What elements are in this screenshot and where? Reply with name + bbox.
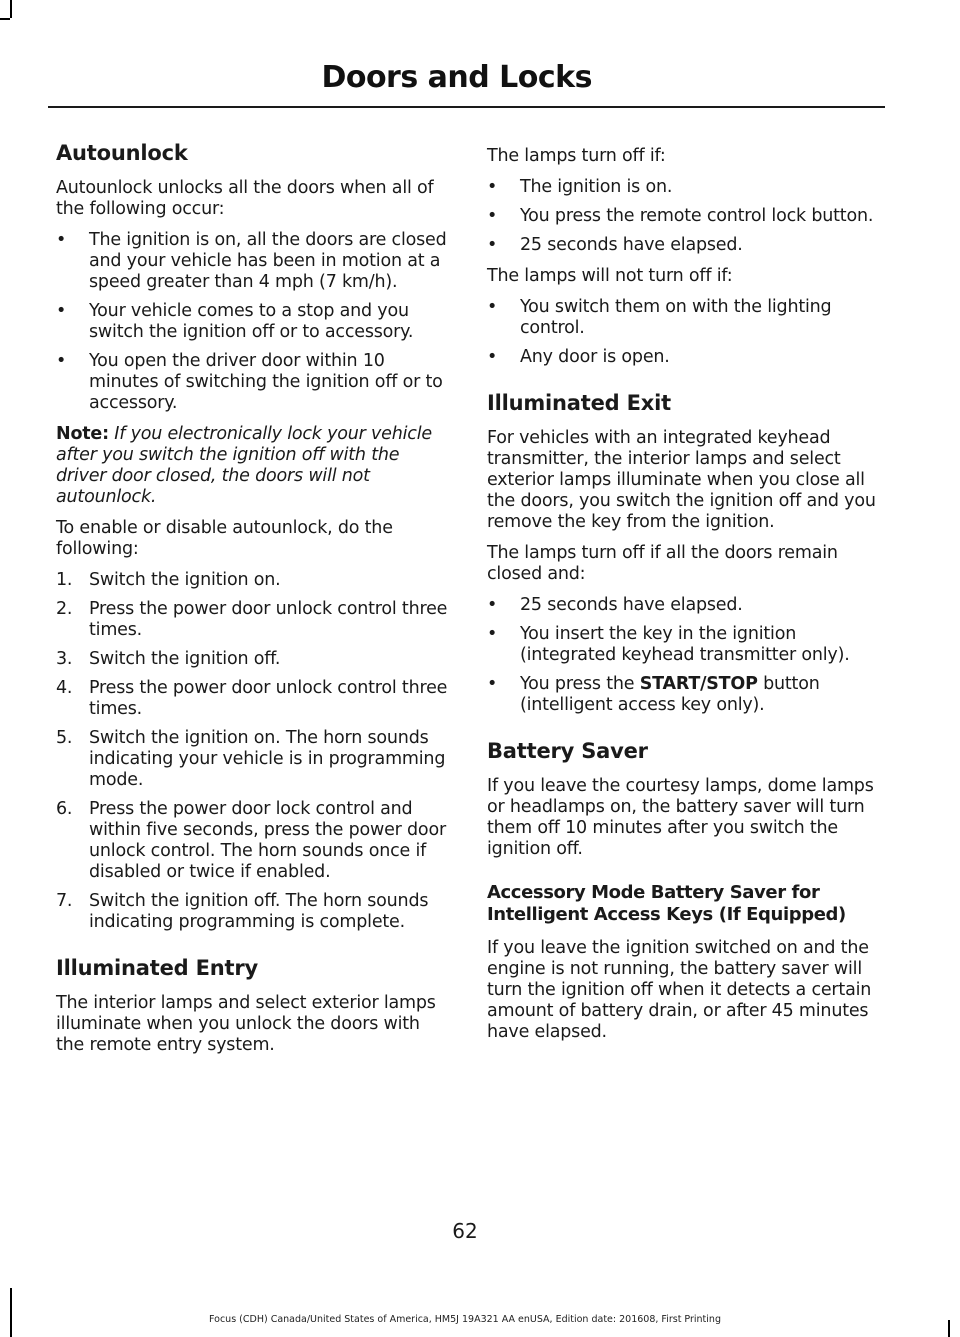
bullet-icon: • [487, 624, 498, 644]
list-item: • Your vehicle comes to a stop and you switch the ignition off or to accessory. [56, 301, 414, 342]
illuminated-entry-heading: Illuminated Entry [56, 956, 258, 980]
list-item: 3. Switch the ignition off. [56, 649, 281, 669]
footer-edition-info: Focus (CDH) Canada/United States of America, HM5J 19A321 AA enUSA, Edition date: 201608, First Printing [209, 1314, 721, 1325]
autounlock-conditions-list [56, 230, 451, 414]
note-text: If you electronically lock your vehicle after you switch the ignition off with the driver door closed, the doors will not autounlock. [56, 424, 432, 507]
bullet-icon: • [487, 347, 498, 367]
list-item: • The ignition is on. [487, 177, 673, 197]
list-item: • You press the remote control lock button. [487, 206, 874, 226]
illuminated-exit-closed-intro: The lamps turn off if all the doors remain closed and: [487, 543, 838, 584]
illuminated-entry-text: The interior lamps and select exterior lamps illuminate when you unlock the doors with the remote entry system. [56, 993, 436, 1055]
accessory-mode-text: If you leave the ignition switched on and the engine is not running, the battery saver will turn the ignition off when it detects a certain amount of battery drain, or after 45 minutes have elapsed. [487, 938, 872, 1042]
list-item: • Any door is open. [487, 347, 670, 367]
battery-saver-text: If you leave the courtesy lamps, dome lamps or headlamps on, the battery saver will turn them off 10 minutes after you switch the ignition off. [487, 776, 874, 859]
step-number: 5. [56, 728, 73, 748]
autounlock-heading: Autounlock [56, 141, 188, 165]
enable-intro: To enable or disable autounlock, do the following: [56, 518, 393, 559]
lamps-not-off-list [487, 297, 882, 368]
list-item: 7. Switch the ignition off. The horn sounds indicating programming is complete. [56, 891, 429, 932]
header-divider [48, 106, 885, 108]
step-number: 1. [56, 570, 73, 590]
step-number: 4. [56, 678, 73, 698]
crop-mark [0, 18, 10, 20]
battery-saver-heading: Battery Saver [487, 739, 648, 763]
bullet-icon: • [487, 297, 498, 317]
bullet-icon: • [56, 301, 67, 321]
bullet-icon: • [487, 235, 498, 255]
list-item: • The ignition is on, all the doors are closed and your vehicle has been in motion at a speed greater than 4 mph (7 km/h). [56, 230, 447, 292]
bullet-icon: • [487, 177, 498, 197]
lamps-off-list [487, 177, 882, 256]
illuminated-exit-list [487, 595, 882, 716]
left-column [56, 140, 451, 1066]
right-column [487, 146, 882, 1053]
list-item: 1. Switch the ignition on. [56, 570, 281, 590]
bullet-icon: • [56, 351, 67, 371]
list-item: • You open the driver door within 10 minutes of switching the ignition off or to accessory. [56, 351, 443, 413]
step-number: 6. [56, 799, 73, 819]
illuminated-exit-text: For vehicles with an integrated keyhead transmitter, the interior lamps and select exterior lamps illuminate when you close all the doors, you switch the ignition off and you remove the key from the ignition. [487, 428, 876, 532]
bullet-icon: • [56, 230, 67, 250]
lamps-not-off-intro: The lamps will not turn off if: [487, 266, 733, 286]
accessory-mode-heading: Accessory Mode Battery Saver for Intelligent Access Keys (If Equipped) [487, 882, 846, 925]
start-stop-label: START/STOP [639, 674, 758, 694]
autounlock-intro: Autounlock unlocks all the doors when all of the following occur: [56, 178, 434, 219]
list-item: • 25 seconds have elapsed. [487, 235, 743, 255]
lamps-off-intro: The lamps turn off if: [487, 146, 666, 166]
page-number: 62 [452, 1219, 478, 1243]
list-item: • You press the START/STOP button (intelligent access key only). [487, 674, 820, 715]
step-number: 2. [56, 599, 73, 619]
list-item: 4. Press the power door unlock control three times. [56, 678, 448, 719]
step-number: 3. [56, 649, 73, 669]
crop-mark [10, 1288, 12, 1337]
crop-mark [10, 0, 12, 18]
note-label: Note: [56, 424, 109, 444]
list-item: 6. Press the power door lock control and within five seconds, press the power door unlock control. The horn sounds once if disabled or twice if enabled. [56, 799, 446, 882]
bullet-icon: • [487, 206, 498, 226]
bullet-icon: • [487, 674, 498, 694]
autounlock-note [56, 424, 451, 508]
bullet-icon: • [487, 595, 498, 615]
page-header-title: Doors and Locks [321, 60, 592, 95]
list-item: 2. Press the power door unlock control three times. [56, 599, 448, 640]
list-item: 5. Switch the ignition on. The horn sounds indicating your vehicle is in programming mode. [56, 728, 446, 790]
crop-mark [948, 1320, 950, 1337]
step-number: 7. [56, 891, 73, 911]
list-item: • You insert the key in the ignition (integrated keyhead transmitter only). [487, 624, 850, 665]
list-item: • 25 seconds have elapsed. [487, 595, 743, 615]
illuminated-exit-heading: Illuminated Exit [487, 391, 671, 415]
list-item: • You switch them on with the lighting control. [487, 297, 832, 338]
programming-steps-list [56, 570, 451, 933]
